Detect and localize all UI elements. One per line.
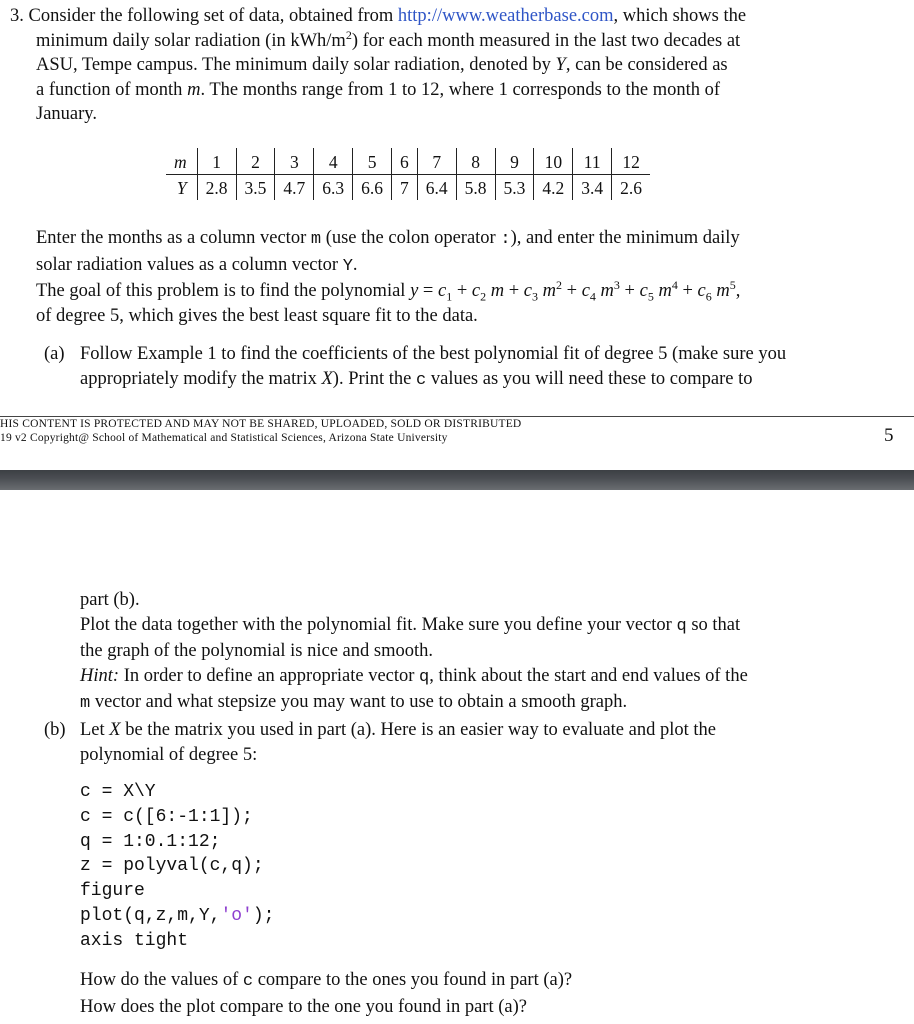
part-a — [44, 342, 904, 393]
table-cell: 4.7 — [275, 175, 314, 201]
problem-line-4: a function of month m. The months range from 1 to 12, where 1 corresponds to the month of — [36, 79, 721, 100]
part-a-line-2: appropriately modify the matrix X). Print the c values as you will need these to compare to — [80, 368, 753, 390]
continued-line-5: m vector and what stepsize you may want to use to obtain a smooth graph. — [80, 692, 628, 713]
problem-line-2: minimum daily solar radiation (in kWh/$m^2$) for each month measured in the last two decades at — [36, 27, 741, 51]
table-cell: 3.4 — [573, 175, 612, 201]
code-line: c = c([6:-1:1]); — [80, 806, 253, 827]
instructions — [36, 226, 900, 328]
problem-intro — [10, 4, 900, 127]
continued-line-4: Hint: In order to define an appropriate vector q, think about the start and end values of the — [80, 665, 748, 687]
page-separator — [0, 470, 914, 490]
table-cell: 2.6 — [612, 175, 650, 201]
table-cell: 4 — [314, 148, 353, 175]
code-line: plot(q,z,m,Y,'o'); — [80, 905, 275, 926]
part-b-label: (b) — [44, 720, 66, 740]
table-cell: 6.6 — [353, 175, 392, 201]
question-1: How do the values of c compare to the ones you found in part (a)? — [80, 970, 573, 991]
table-cell: 1 — [197, 148, 236, 175]
footer-copyright: 19 v2 Copyright@ School of Mathematical and Statistical Sciences, Arizona State University — [0, 432, 448, 444]
code-line: figure — [80, 881, 145, 902]
code-line: z = polyval(c,q); — [80, 856, 264, 877]
data-table — [166, 148, 650, 200]
table-cell: 11 — [573, 148, 612, 175]
problem-line-1: 3. Consider the following set of data, obtained from http://www.weatherbase.com, which shows the — [10, 6, 747, 26]
part-b-line-2: polynomial of degree 5: — [80, 744, 258, 765]
table-row-y — [166, 175, 650, 201]
table-cell: 7 — [392, 175, 418, 201]
table-cell: 4.2 — [534, 175, 573, 201]
instructions-line-3: The goal of this problem is to find the polynomial $y = c_1 + c_2$ $m + c_3$ $m^2 + c_4$ $m^3 + c_5$ $m^4 + c_6$ $m^5$, — [36, 277, 741, 304]
table-cell: 5.3 — [495, 175, 534, 201]
table-cell: 5.8 — [456, 175, 495, 201]
problem-line-3: ASU, Tempe campus. The minimum daily solar radiation, denoted by Y, can be considered as — [36, 55, 728, 75]
part-b-line-1: (b) Let X be the matrix you used in part (a). Here is an easier way to evaluate and plot the — [44, 718, 904, 743]
polynomial-formula: $y = c_1 + c_2$ $m + c_3$ $m^2 + c_4$ $m^3 + c_5$ $m^4 + c_6$ $m^5$, — [410, 277, 741, 304]
instructions-line-2: solar radiation values as a column vector Y. — [36, 254, 358, 276]
problem-line-5: January. — [36, 104, 97, 124]
code-line: axis tight — [80, 930, 189, 951]
table-row-m — [166, 148, 650, 175]
part-b-questions — [80, 968, 900, 1019]
continued-line-2: Plot the data together with the polynomial fit. Make sure you define your vector q so that — [80, 614, 741, 636]
table-cell: 6.4 — [417, 175, 456, 201]
part-b — [44, 718, 904, 767]
table-cell: 9 — [495, 148, 534, 175]
weatherbase-link[interactable]: http://www.weatherbase.com — [397, 6, 614, 26]
table-cell: 2.8 — [197, 175, 236, 201]
problem-number: 3. — [10, 6, 24, 26]
table-cell: 6 — [392, 148, 418, 175]
table-cell: 10 — [534, 148, 573, 175]
continued-line-1: part (b). — [80, 590, 140, 610]
question-2: How does the plot compare to the one you found in part (a)? — [80, 996, 527, 1017]
table-cell: 3.5 — [236, 175, 275, 201]
page-number: 5 — [884, 425, 894, 446]
row-label-y: Y — [176, 177, 187, 198]
part-a-line-1: (a) Follow Example 1 to find the coefficients of the best polynomial fit of degree 5 (make sure you — [44, 342, 904, 367]
table-cell: 12 — [612, 148, 650, 175]
instructions-line-1: Enter the months as a column vector m (use the colon operator :), and enter the minimum daily — [36, 228, 740, 249]
row-label-m: m — [166, 148, 197, 175]
table-cell: 2 — [236, 148, 275, 175]
footer-notice: HIS CONTENT IS PROTECTED AND MAY NOT BE SHARED, UPLOADED, SOLD OR DISTRIBUTED — [0, 418, 522, 430]
table-cell: 6.3 — [314, 175, 353, 201]
code-line: c = X\Y — [80, 782, 156, 802]
part-a-continued — [80, 588, 900, 717]
instructions-line-4: of degree 5, which gives the best least square fit to the data. — [36, 305, 478, 326]
matlab-code-block — [80, 780, 274, 954]
table-cell: 7 — [417, 148, 456, 175]
continued-line-3: the graph of the polynomial is nice and smooth. — [80, 641, 433, 661]
part-a-label: (a) — [44, 344, 65, 364]
table-cell: 8 — [456, 148, 495, 175]
code-line: q = 1:0.1:12; — [80, 831, 221, 852]
footer-divider — [0, 416, 914, 417]
table-cell: 3 — [275, 148, 314, 175]
string-literal: 'o' — [220, 905, 253, 926]
table-cell: 5 — [353, 148, 392, 175]
hint-label: Hint: — [80, 665, 120, 686]
